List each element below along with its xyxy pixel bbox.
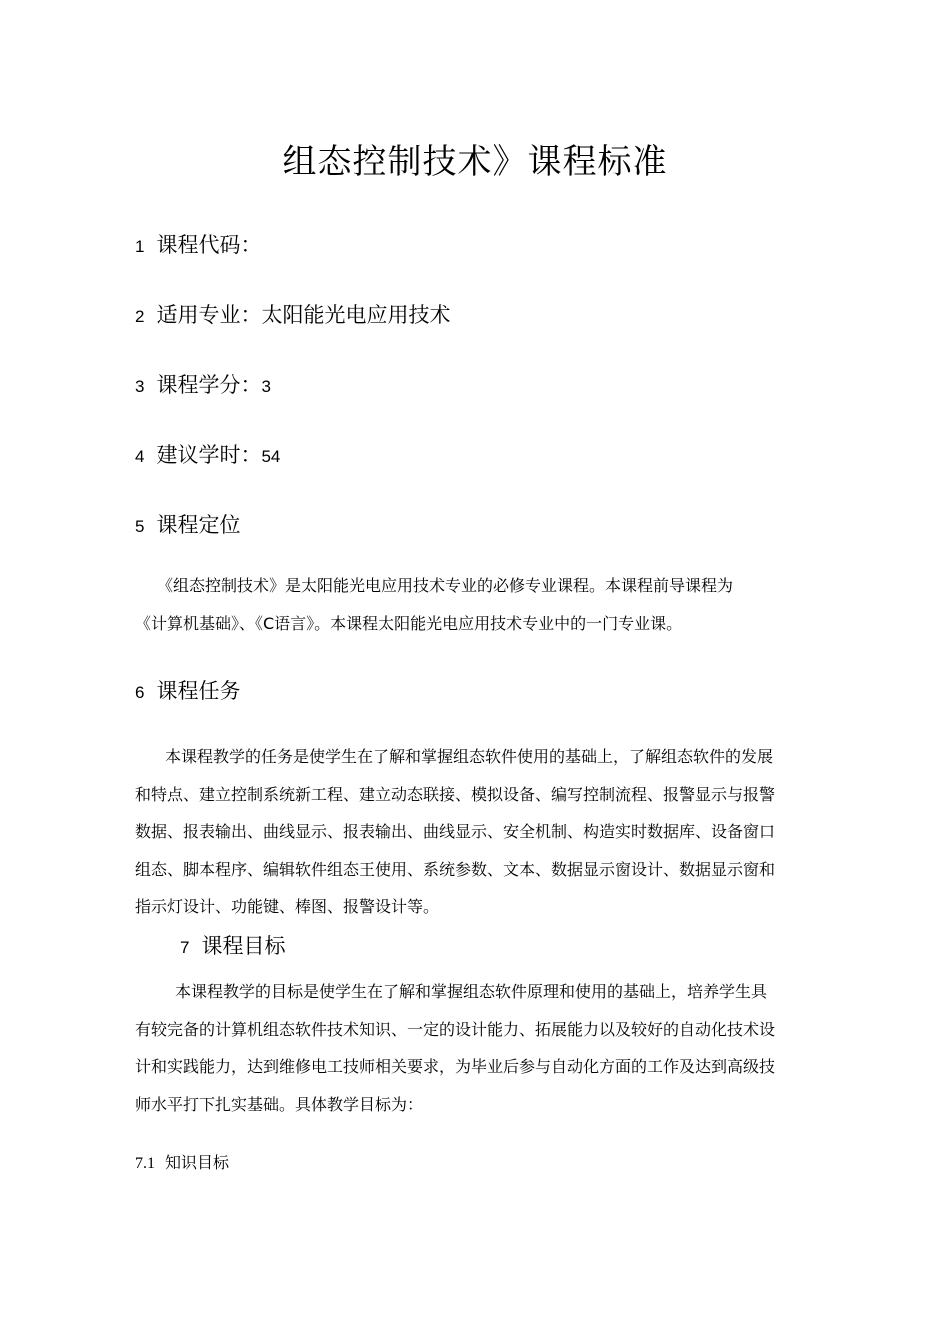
paragraph-line: 指示灯设计、功能键、棒图、报警设计等。 <box>135 897 440 916</box>
objectives-paragraph <box>135 973 820 1123</box>
document-title: 组态控制技术》课程标准 <box>282 142 668 182</box>
item-value: 3 <box>261 377 271 396</box>
subsection-heading-knowledge <box>135 1151 229 1176</box>
paragraph-line: 计和实践能力，达到维修电工技师相关要求，为毕业后参与自动化方面的工作及达到高级技 <box>135 1057 776 1076</box>
subsection-label: 知识目标 <box>165 1153 230 1172</box>
item-major <box>135 300 450 332</box>
item-label: 课程定位 <box>156 513 241 537</box>
item-value: 54 <box>261 447 281 466</box>
item-number: 3 <box>135 377 145 396</box>
paragraph-line: 《计算机基础》、《C语言》。本课程太阳能光电应用技术专业中的一门专业课。 <box>135 613 683 633</box>
item-number: 7 <box>180 938 190 957</box>
paragraph-line: 《组态控制技术》是太阳能光电应用技术专业的必修专业课程。本课程前导课程为 <box>157 576 734 595</box>
item-hours <box>135 440 280 472</box>
item-label: 建议学时： <box>156 443 262 467</box>
section-heading-task <box>135 676 240 708</box>
section-heading-objectives <box>180 931 285 963</box>
section-heading-positioning <box>135 510 240 542</box>
paragraph-line: 有较完备的计算机组态软件技术知识、一定的设计能力、拓展能力以及较好的自动化技术设 <box>135 1019 776 1039</box>
paragraph-line: 组态、脚本程序、编辑软件组态王使用、系统参数、文本、数据显示窗设计、数据显示窗和 <box>135 859 776 879</box>
paragraph-line: 和特点、建立控制系统新工程、建立动态联接、模拟设备、编写控制流程、报警显示与报警 <box>135 784 776 804</box>
task-paragraph <box>135 738 820 926</box>
subsection-number: 7.1 <box>135 1155 155 1172</box>
paragraph-line: 本课程教学的目标是使学生在了解和掌握组态软件原理和使用的基础上，培养学生具 <box>175 982 768 1001</box>
item-number: 2 <box>135 307 145 326</box>
item-label: 课程目标 <box>201 934 286 958</box>
item-label: 适用专业：太阳能光电应用技术 <box>156 303 451 327</box>
item-number: 4 <box>135 447 145 466</box>
item-number: 1 <box>135 237 145 256</box>
item-label: 课程代码： <box>156 233 262 257</box>
paragraph-line: 本课程教学的任务是使学生在了解和掌握组态软件使用的基础上，了解组态软件的发展 <box>165 747 774 766</box>
positioning-paragraph <box>135 567 820 642</box>
item-label: 课程任务 <box>156 679 241 703</box>
item-label: 课程学分： <box>156 373 262 397</box>
item-number: 5 <box>135 517 145 536</box>
paragraph-line: 数据、报表输出、曲线显示、报表输出、曲线显示、安全机制、构造实时数据库、设备窗口 <box>135 822 776 841</box>
paragraph-line: 师水平打下扎实基础。具体教学目标为： <box>135 1094 424 1114</box>
item-number: 6 <box>135 683 145 702</box>
item-course-code <box>135 230 261 262</box>
item-credits <box>135 370 271 402</box>
